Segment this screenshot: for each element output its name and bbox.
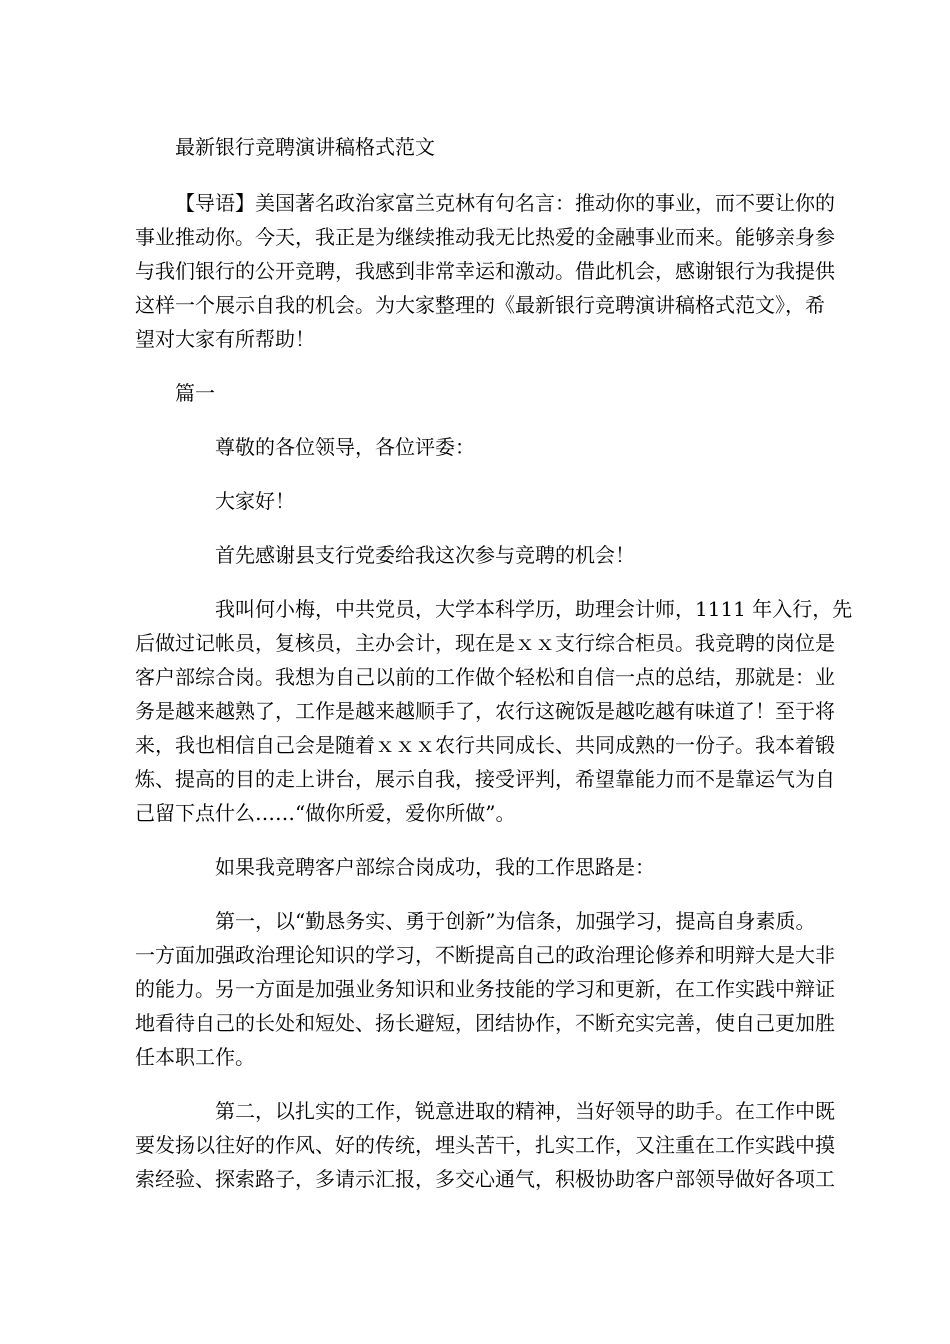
paragraph-line: 索经验、探索路子，多请示汇报，多交心通气，积极协助客户部领导做好各项工 xyxy=(135,1167,835,1191)
paragraph-line: 的能力。另一方面是加强业务知识和业务技能的学习和更新，在工作实践中辩证 xyxy=(135,977,835,1001)
paragraph-line: 客户部综合岗。我想为自己以前的工作做个轻松和自信一点的总结，那就是：业 xyxy=(135,665,835,689)
paragraph-line: 任本职工作。 xyxy=(135,1045,255,1069)
intro-line: 这样一个展示自我的机会。为大家整理的《最新银行竞聘演讲稿格式范文》，希 xyxy=(135,293,825,317)
intro-line: 与我们银行的公开竞聘，我感到非常幸运和激动。借此机会，感谢银行为我提供 xyxy=(135,259,835,283)
paragraph-line: 己留下点什么……“做你所爱，爱你所做”。 xyxy=(135,801,516,825)
document-title: 最新银行竞聘演讲稿格式范文 xyxy=(175,135,435,159)
paragraph-line: 我叫何小梅，中共党员，大学本科学历，助理会计师，1111 年入行，先 xyxy=(215,597,853,621)
intro-line: 望对大家有所帮助！ xyxy=(135,327,315,351)
intro-line: 事业推动你。今天，我正是为继续推动我无比热爱的金融事业而来。能够亲身参 xyxy=(135,225,835,249)
paragraph-line: 第二，以扎实的工作，锐意进取的精神，当好领导的助手。在工作中既 xyxy=(215,1099,835,1123)
section-label: 篇一 xyxy=(175,381,215,405)
intro-line: 【导语】美国著名政治家富兰克林有句名言：推动你的事业，而不要让你的 xyxy=(175,191,835,215)
paragraph-line: 来，我也相信自己会是随着ｘｘｘ农行共同成长、共同成熟的一份子。我本着锻 xyxy=(135,733,835,757)
greeting: 大家好！ xyxy=(215,489,295,513)
paragraph-line: 一方面加强政治理论知识的学习，不断提高自己的政治理论修养和明辩大是大非 xyxy=(135,943,835,967)
paragraph-line: 后做过记帐员，复核员，主办会计，现在是ｘｘ支行综合柜员。我竞聘的岗位是 xyxy=(135,631,835,655)
paragraph-line: 如果我竞聘客户部综合岗成功，我的工作思路是： xyxy=(215,855,655,879)
paragraph-line: 地看待自己的长处和短处、扬长避短，团结协作，不断充实完善，使自己更加胜 xyxy=(135,1011,835,1035)
paragraph-line: 第一，以“勤恳务实、勇于创新”为信条，加强学习，提高自身素质。 xyxy=(215,909,816,933)
paragraph-line: 务是越来越熟了，工作是越来越顺手了，农行这碗饭是越吃越有味道了！至于将 xyxy=(135,699,835,723)
thanks-line: 首先感谢县支行党委给我这次参与竞聘的机会！ xyxy=(215,543,635,567)
salutation: 尊敬的各位领导，各位评委： xyxy=(215,435,475,459)
paragraph-line: 炼、提高的目的走上讲台，展示自我，接受评判，希望靠能力而不是靠运气为自 xyxy=(135,767,835,791)
paragraph-line: 要发扬以往好的作风、好的传统，埋头苦干，扎实工作，又注重在工作实践中摸 xyxy=(135,1133,835,1157)
